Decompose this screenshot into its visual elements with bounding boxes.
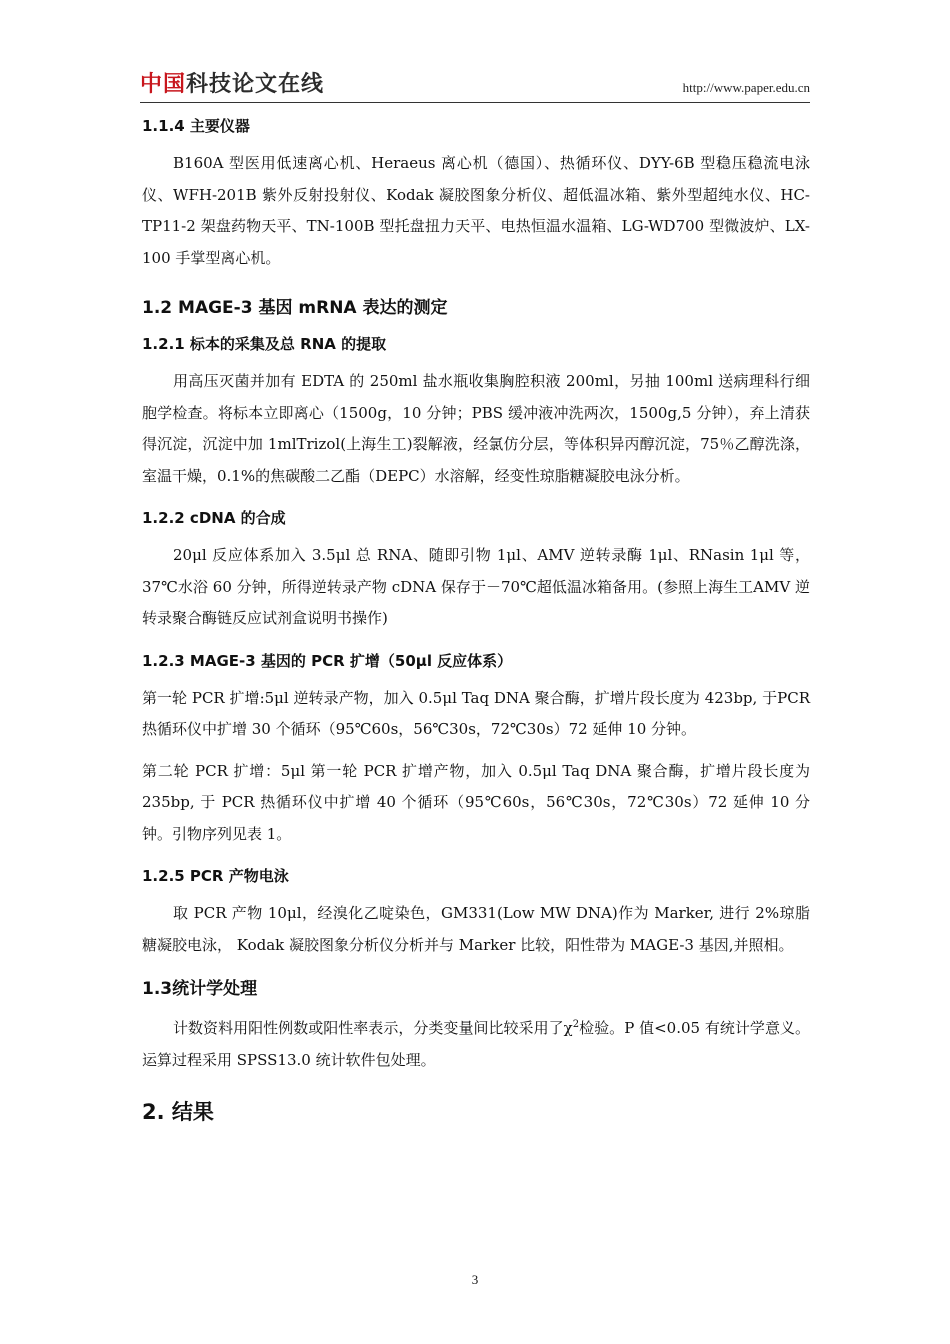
main-content xyxy=(142,114,810,1128)
journal-logo xyxy=(140,72,324,98)
header-rule xyxy=(140,102,810,103)
heading-1-2-3: 1.2.3 MAGE-3 基因的 PCR 扩增（50μl 反应体系） xyxy=(142,651,513,670)
heading-1-1-4: 1.1.4 主要仪器 xyxy=(142,117,250,135)
page-number: 3 xyxy=(471,1272,479,1287)
statistics-text-post: 检验。P 值<0.05 有统计学意义。运算过程采用 SPSS13.0 统计软件包处理。 xyxy=(142,1019,810,1069)
heading-2-results: 2. 结果 xyxy=(142,1100,214,1124)
paragraph-statistics xyxy=(142,1013,810,1076)
logo-dark-text: 科技论文在线 xyxy=(186,72,325,97)
heading-1-2-5: 1.2.5 PCR 产物电泳 xyxy=(142,867,289,885)
heading-1-3: 1.3统计学处理 xyxy=(142,979,258,999)
logo-red-text: 中国 xyxy=(140,72,187,97)
heading-1-2-2: 1.2.2 cDNA 的合成 xyxy=(142,509,286,527)
paragraph-rna-extraction: 用高压灭菌并加有 EDTA 的 250ml 盐水瓶收集胸腔积液 200ml，另抽 100ml 送病理科行细胞学检查。将标本立即离心（1500g，10 分钟；PBS 缓冲液冲洗两次，1500g,5 分钟），弃上清获得沉淀，沉淀中加 1mlTrizol(上海生工)裂解液，经氯仿分层，等体积异丙醇沉淀，75％乙醇洗涤，室温干燥，0.1%的焦碳酸二乙酯（DEPC）水溶解，经变性琼脂糖凝胶电泳分析。 xyxy=(142,372,810,485)
paragraph-pcr-round-1: 第一轮 PCR 扩增:5μl 逆转录产物，加入 0.5μl Taq DNA 聚合酶，扩增片段长度为 423bp, 于PCR 热循环仪中扩增 30 个循环（95℃60s，56℃30s，72℃30s）72 延伸 10 分钟。 xyxy=(142,688,810,738)
heading-1-2: 1.2 MAGE-3 基因 mRNA 表达的测定 xyxy=(142,298,448,318)
paragraph-pcr-round-2: 第二轮 PCR 扩增：5μl 第一轮 PCR 扩增产物，加入 0.5μl Taq DNA 聚合酶，扩增片段长度为235bp, 于 PCR 热循环仪中扩增 40 个循环（95℃60s，56℃30s，72℃30s）72 延伸 10 分钟。引物序列见表 1。 xyxy=(142,761,810,843)
statistics-text-pre: 计数资料用阳性例数或阳性率表示，分类变量间比较采用了χ xyxy=(173,1019,573,1037)
chi-square-superscript: 2 xyxy=(572,1019,580,1030)
paragraph-cdna-synthesis: 20μl 反应体系加入 3.5μl 总 RNA、随即引物 1μl、AMV 逆转录酶 1μl、RNasin 1μl 等，37℃水浴 60 分钟，所得逆转录产物 cDNA 保存于－70℃超低温冰箱备用。(参照上海生工AMV 逆转录聚合酶链反应试剂盒说明书操作) xyxy=(142,546,810,627)
paragraph-instruments: B160A 型医用低速离心机、Heraeus 离心机（德国）、热循环仪、DYY-6B 型稳压稳流电泳仪、WFH-201B 紫外反射投射仪、Kodak 凝胶图象分析仪、超低温冰箱、紫外型超纯水仪、HC-TP11-2 架盘药物天平、TN-100B 型托盘扭力天平、电热恒温水温箱、LG-WD700 型微波炉、LX-100 手掌型离心机。 xyxy=(142,154,810,267)
paragraph-electrophoresis: 取 PCR 产物 10μl，经溴化乙啶染色，GM331(Low MW DNA)作为 Marker, 进行 2%琼脂糖凝胶电泳， Kodak 凝胶图象分析仪分析并与 Marker 比较，阳性带为 MAGE-3 基因,并照相。 xyxy=(142,904,810,954)
page-header xyxy=(140,72,810,100)
heading-1-2-1: 1.2.1 标本的采集及总 RNA 的提取 xyxy=(142,335,387,353)
header-url[interactable]: http://www.paper.edu.cn xyxy=(682,80,810,95)
